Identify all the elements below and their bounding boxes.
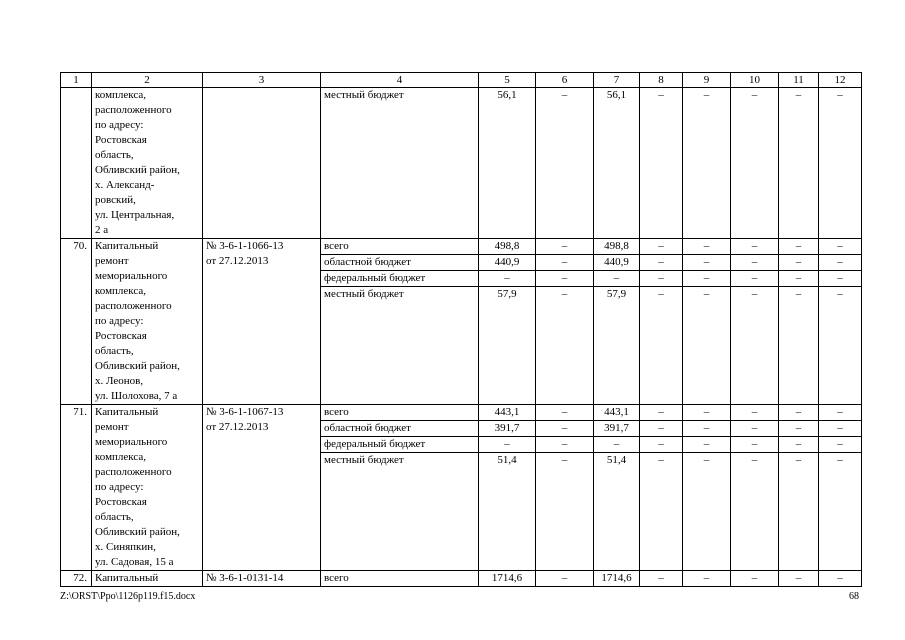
text-line: по адресу: [95, 481, 144, 493]
text-line: по адресу: [95, 119, 144, 131]
value-c8: – [640, 287, 683, 405]
column-header-2: 2 [92, 73, 203, 88]
table-row [61, 88, 862, 239]
table-body [61, 73, 862, 587]
value-c5: 391,7 [479, 421, 536, 437]
footer-page-number: 68 [849, 591, 859, 602]
value-c5: 57,9 [479, 287, 536, 405]
value-c6: – [536, 271, 594, 287]
budget-label: местный бюджет [321, 88, 479, 239]
budget-label: всего [321, 239, 479, 255]
value-c11: – [779, 287, 819, 405]
text-line: расположенного [95, 300, 172, 312]
value-c12: – [819, 437, 862, 453]
value-c6: – [536, 88, 594, 239]
text-line: ул. Центральная, [95, 209, 175, 221]
text-line: 2 а [95, 224, 109, 236]
value-c12: – [819, 405, 862, 421]
value-c6: – [536, 421, 594, 437]
text-line: № 3-6-1-1066-13 [206, 240, 284, 252]
text-line: Обливский район, [95, 164, 180, 176]
value-c9: – [683, 88, 731, 239]
value-c5: 51,4 [479, 453, 536, 571]
column-header-9: 9 [683, 73, 731, 88]
value-c10: – [731, 453, 779, 571]
budget-label: федеральный бюджет [321, 437, 479, 453]
budget-label: областной бюджет [321, 421, 479, 437]
value-c7: 56,1 [594, 88, 640, 239]
column-header-3: 3 [203, 73, 321, 88]
entry-number: 70. [61, 239, 92, 405]
value-c7: 443,1 [594, 405, 640, 421]
text-line: ремонт [95, 255, 129, 267]
table-row [61, 405, 862, 421]
value-c10: – [731, 239, 779, 255]
text-line: ровский, [95, 194, 136, 206]
value-c5: – [479, 437, 536, 453]
value-c12: – [819, 271, 862, 287]
text-line: от 27.12.2013 [206, 421, 269, 433]
text-line: № 3-6-1-1067-13 [206, 406, 284, 418]
value-c8: – [640, 453, 683, 571]
value-c9: – [683, 239, 731, 255]
text-line: Ростовская [95, 496, 147, 508]
entry-document [203, 405, 321, 571]
entry-number: 72. [61, 571, 92, 587]
text-line: ул. Шолохова, 7 а [95, 390, 178, 402]
value-c7: – [594, 271, 640, 287]
value-c9: – [683, 421, 731, 437]
column-header-12: 12 [819, 73, 862, 88]
value-c9: – [683, 571, 731, 587]
value-c6: – [536, 571, 594, 587]
value-c11: – [779, 271, 819, 287]
value-c9: – [683, 255, 731, 271]
header-row [61, 73, 862, 88]
budget-label: федеральный бюджет [321, 271, 479, 287]
value-c11: – [779, 405, 819, 421]
value-c8: – [640, 571, 683, 587]
value-c10: – [731, 88, 779, 239]
text-line: Обливский район, [95, 360, 180, 372]
value-c10: – [731, 437, 779, 453]
entry-document [203, 88, 321, 239]
value-c9: – [683, 405, 731, 421]
column-header-4: 4 [321, 73, 479, 88]
value-c11: – [779, 453, 819, 571]
table-row [61, 571, 862, 587]
value-c5: 1714,6 [479, 571, 536, 587]
value-c8: – [640, 421, 683, 437]
value-c10: – [731, 271, 779, 287]
value-c12: – [819, 453, 862, 571]
entry-description [92, 571, 203, 587]
value-c12: – [819, 239, 862, 255]
table-row [61, 239, 862, 255]
text-line: комплекса, [95, 285, 147, 297]
text-line: по адресу: [95, 315, 144, 327]
value-c10: – [731, 421, 779, 437]
value-c10: – [731, 571, 779, 587]
column-header-11: 11 [779, 73, 819, 88]
text-line: Обливский район, [95, 526, 180, 538]
column-header-5: 5 [479, 73, 536, 88]
value-c12: – [819, 255, 862, 271]
value-c8: – [640, 88, 683, 239]
text-line: мемориального [95, 270, 168, 282]
text-line: х. Александ- [95, 179, 155, 191]
value-c11: – [779, 88, 819, 239]
value-c10: – [731, 255, 779, 271]
value-c11: – [779, 421, 819, 437]
column-header-10: 10 [731, 73, 779, 88]
budget-label: областной бюджет [321, 255, 479, 271]
text-line: Ростовская [95, 134, 147, 146]
value-c12: – [819, 421, 862, 437]
value-c11: – [779, 437, 819, 453]
value-c6: – [536, 239, 594, 255]
entry-description [92, 88, 203, 239]
value-c7: 1714,6 [594, 571, 640, 587]
value-c12: – [819, 571, 862, 587]
text-line: Капитальный [95, 572, 159, 584]
value-c10: – [731, 405, 779, 421]
value-c7: – [594, 437, 640, 453]
column-header-1: 1 [61, 73, 92, 88]
value-c7: 498,8 [594, 239, 640, 255]
text-line: расположенного [95, 466, 172, 478]
entry-document [203, 571, 321, 587]
text-line: Ростовская [95, 330, 147, 342]
value-c7: 391,7 [594, 421, 640, 437]
column-header-7: 7 [594, 73, 640, 88]
text-line: комплекса, [95, 451, 147, 463]
budget-label: всего [321, 405, 479, 421]
value-c7: 51,4 [594, 453, 640, 571]
value-c5: 498,8 [479, 239, 536, 255]
value-c5: – [479, 271, 536, 287]
value-c5: 443,1 [479, 405, 536, 421]
document-table [60, 72, 862, 587]
value-c10: – [731, 287, 779, 405]
value-c8: – [640, 405, 683, 421]
text-line: мемориального [95, 436, 168, 448]
budget-label: всего [321, 571, 479, 587]
text-line: Капитальный [95, 240, 159, 252]
text-line: х. Синяпкин, [95, 541, 156, 553]
text-line: комплекса, [95, 89, 147, 101]
value-c8: – [640, 255, 683, 271]
value-c9: – [683, 287, 731, 405]
value-c6: – [536, 255, 594, 271]
value-c5: 56,1 [479, 88, 536, 239]
text-line: область, [95, 345, 134, 357]
column-header-8: 8 [640, 73, 683, 88]
entry-document [203, 239, 321, 405]
value-c11: – [779, 255, 819, 271]
value-c8: – [640, 239, 683, 255]
value-c6: – [536, 437, 594, 453]
text-line: от 27.12.2013 [206, 255, 269, 267]
value-c7: 57,9 [594, 287, 640, 405]
entry-description [92, 239, 203, 405]
text-line: ремонт [95, 421, 129, 433]
column-header-6: 6 [536, 73, 594, 88]
value-c8: – [640, 437, 683, 453]
entry-number [61, 88, 92, 239]
text-line: № 3-6-1-0131-14 [206, 572, 284, 584]
value-c11: – [779, 239, 819, 255]
budget-label: местный бюджет [321, 287, 479, 405]
value-c9: – [683, 271, 731, 287]
value-c6: – [536, 405, 594, 421]
value-c9: – [683, 453, 731, 571]
value-c5: 440,9 [479, 255, 536, 271]
text-line: Капитальный [95, 406, 159, 418]
value-c12: – [819, 88, 862, 239]
entry-number: 71. [61, 405, 92, 571]
text-line: ул. Садовая, 15 а [95, 556, 174, 568]
value-c6: – [536, 287, 594, 405]
value-c8: – [640, 271, 683, 287]
value-c11: – [779, 571, 819, 587]
text-line: область, [95, 511, 134, 523]
text-line: х. Леонов, [95, 375, 144, 387]
value-c12: – [819, 287, 862, 405]
value-c9: – [683, 437, 731, 453]
value-c7: 440,9 [594, 255, 640, 271]
text-line: расположенного [95, 104, 172, 116]
value-c6: – [536, 453, 594, 571]
footer-file-path: Z:\ORST\Ppo\1126p119.f15.docx [60, 591, 196, 602]
budget-label: местный бюджет [321, 453, 479, 571]
text-line: область, [95, 149, 134, 161]
entry-description [92, 405, 203, 571]
